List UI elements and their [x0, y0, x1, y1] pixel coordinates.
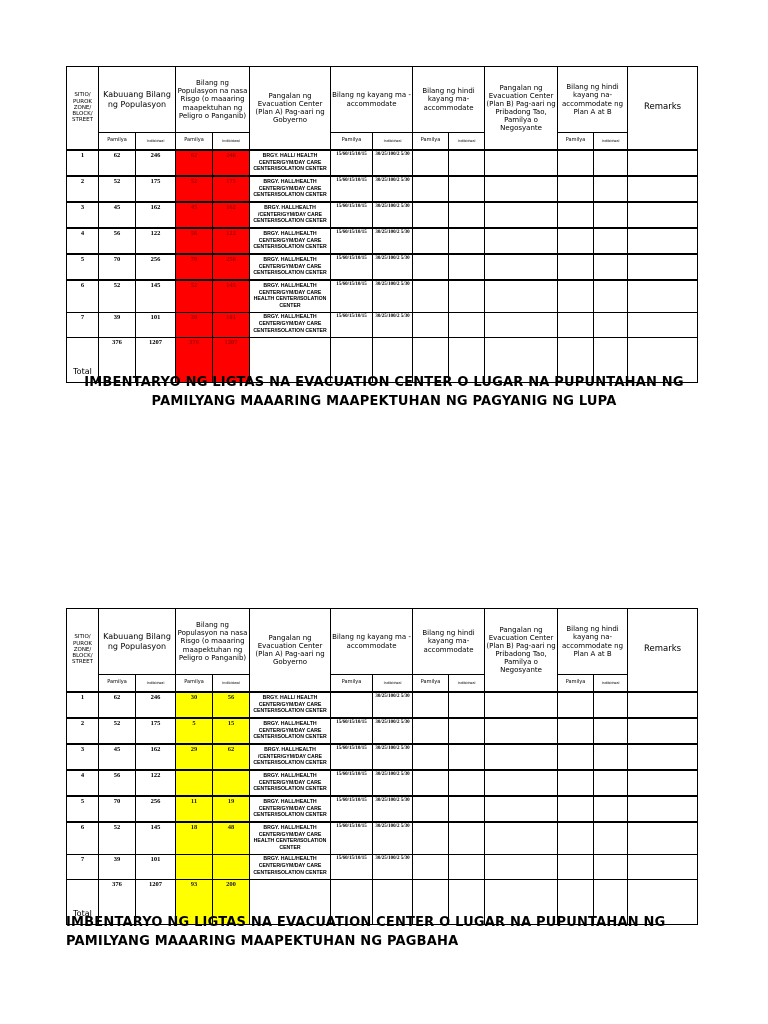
cell-empty [413, 202, 449, 228]
table-row [67, 796, 698, 822]
cell-empty [628, 796, 698, 822]
cell-empty [413, 718, 449, 744]
sub-pamilya: Pamilya [99, 133, 136, 151]
table-row [67, 744, 698, 770]
cell-cap-ind: 30/25/100/2 5/30 [373, 202, 413, 228]
cell-empty [485, 770, 558, 796]
cell-pop-fam: 52 [99, 822, 136, 854]
cell-empty [413, 744, 449, 770]
sub-indibidwal: Indibidwal [136, 133, 176, 151]
cell-empty [449, 718, 485, 744]
cell-sitio: 1 [67, 692, 99, 718]
cell-empty [628, 254, 698, 280]
cell-empty [628, 150, 698, 176]
cell-risk-ind: 256 [213, 254, 250, 280]
cell-cap-ind: 30/25/100/2 5/30 [373, 176, 413, 202]
cell-sitio: 3 [67, 202, 99, 228]
cell-pop-fam: 39 [99, 312, 136, 337]
table-row [67, 770, 698, 796]
cell-pop-ind: 256 [136, 254, 176, 280]
cell-empty [413, 770, 449, 796]
cell-center: BRGY. HALL/HEALTH CENTER/GYM/DAY CARE HEALTH CENTER/ISOLATION CENTER [250, 822, 331, 854]
cell-risk-ind: 101 [213, 312, 250, 337]
cell-pop-ind: 246 [136, 150, 176, 176]
cell-cap-fam: 15/60/15/10/15 [331, 280, 373, 312]
cell-sitio: 5 [67, 796, 99, 822]
cell-empty [558, 150, 594, 176]
cell-empty [413, 854, 449, 879]
table-row [67, 176, 698, 202]
cell-risk-fam: 30 [176, 692, 213, 718]
cell-empty [628, 692, 698, 718]
cell-center: BRGY. HALLHEALTH /CENTER/GYM/DAY CARE CENTER/ISOLATION CENTER [250, 744, 331, 770]
cell-empty [485, 312, 558, 337]
sub-pamilya: Pamilya [413, 675, 449, 693]
total-pop-fam: 376 [99, 879, 136, 924]
cell-empty [413, 796, 449, 822]
cell-cap-fam [331, 692, 373, 718]
cell-risk-fam: 52 [176, 176, 213, 202]
cell-risk-ind: 162 [213, 202, 250, 228]
cell-empty [558, 312, 594, 337]
cell-empty [594, 854, 628, 879]
cell-empty [558, 692, 594, 718]
cell-cap-fam: 15/60/15/10/15 [331, 176, 373, 202]
cell-empty [485, 202, 558, 228]
cell-center: BRGY. HALL/HEALTH CENTER/GYM/DAY CARE HEALTH CENTER/ISOLATION CENTER [250, 280, 331, 312]
header-can-accommodate: Bilang ng kayang ma -accommodate [331, 609, 413, 675]
cell-risk-ind [213, 854, 250, 879]
cell-empty [485, 228, 558, 254]
cell-risk-ind: 56 [213, 692, 250, 718]
cell-pop-fam: 56 [99, 228, 136, 254]
table-row [67, 254, 698, 280]
header-not-accommodated-ab: Bilang ng hindi kayang na-accommodate ng Plan A at B [558, 609, 628, 675]
header-plan-a: Pangalan ng Evacuation Center (Plan A) Pag-aari ng Gobyerno [250, 609, 331, 693]
cell-empty [594, 150, 628, 176]
cell-cap-fam: 15/60/15/10/15 [331, 744, 373, 770]
cell-empty [558, 718, 594, 744]
cell-empty [485, 280, 558, 312]
cell-center: BRGY. HALL/HEALTH CENTER/GYM/DAY CARE CENTER/ISOLATION CENTER [250, 254, 331, 280]
sub-pamilya: Pamilya [331, 133, 373, 151]
cell-empty [449, 202, 485, 228]
cell-center: BRGY. HALLHEALTH /CENTER/GYM/DAY CARE CENTER/ISOLATION CENTER [250, 202, 331, 228]
cell-center: BRGY. HALL/HEALTH CENTER/GYM/DAY CARE CENTER/ISOLATION CENTER [250, 770, 331, 796]
cell-pop-fam: 45 [99, 202, 136, 228]
cell-empty [413, 254, 449, 280]
cell-empty [628, 854, 698, 879]
cell-cap-ind: 30/25/100/2 5/30 [373, 254, 413, 280]
sub-pamilya: Pamilya [99, 675, 136, 693]
cell-cap-ind: 30/25/100/2 5/30 [373, 854, 413, 879]
cell-risk-fam: 29 [176, 744, 213, 770]
cell-empty [558, 228, 594, 254]
cell-sitio: 5 [67, 254, 99, 280]
cell-cap-fam: 15/60/15/10/15 [331, 796, 373, 822]
cell-empty [594, 228, 628, 254]
cell-empty [485, 254, 558, 280]
subheader-row [67, 675, 698, 693]
cell-pop-fam: 39 [99, 854, 136, 879]
cell-empty [449, 744, 485, 770]
cell-empty [558, 796, 594, 822]
cell-empty [413, 312, 449, 337]
cell-risk-ind: 19 [213, 796, 250, 822]
cell-empty [449, 854, 485, 879]
header-not-accommodated-ab: Bilang ng hindi kayang na-accommodate ng Plan A at B [558, 67, 628, 133]
cell-risk-ind: 145 [213, 280, 250, 312]
cell-risk-ind: 246 [213, 150, 250, 176]
caption-line-2: PAMILYANG MAAARING MAAPEKTUHAN NG PAGYANIG NG LUPA [151, 394, 617, 409]
flood-inventory-table [66, 608, 698, 925]
sub-indibidwal: Indibidwal [213, 133, 250, 151]
cell-pop-fam: 62 [99, 692, 136, 718]
table-row [67, 150, 698, 176]
cell-risk-fam [176, 770, 213, 796]
cell-cap-fam: 15/60/15/10/15 [331, 228, 373, 254]
cell-empty [485, 692, 558, 718]
cell-empty [485, 796, 558, 822]
cell-empty [558, 744, 594, 770]
cell-pop-ind: 175 [136, 176, 176, 202]
cell-sitio: 2 [67, 718, 99, 744]
earthquake-inventory-table [66, 66, 698, 383]
cell-empty [485, 744, 558, 770]
cell-empty [628, 312, 698, 337]
cell-cap-ind: 30/25/100/2 5/30 [373, 770, 413, 796]
cell-pop-fam: 52 [99, 718, 136, 744]
header-at-risk: Bilang ng Populasyon na nasa Risgo (o maaaring maapektuhan ng Peligro o Panganib) [176, 609, 250, 675]
cell-empty [594, 744, 628, 770]
table-row [67, 718, 698, 744]
cell-cap-fam: 15/60/15/10/15 [331, 718, 373, 744]
total-risk-fam: 376 [176, 337, 213, 382]
cell-empty [558, 854, 594, 879]
total-risk-fam: 93 [176, 879, 213, 924]
header-sitio: SITIO/ PUROK ZONE/ BLOCK/ STREET [67, 609, 99, 693]
cell-empty [485, 150, 558, 176]
cell-risk-fam: 11 [176, 796, 213, 822]
cell-pop-fam: 70 [99, 254, 136, 280]
cell-pop-ind: 175 [136, 718, 176, 744]
cell-center: BRGY. HALL/HEALTH CENTER/GYM/DAY CARE CENTER/ISOLATION CENTER [250, 312, 331, 337]
sub-pamilya: Pamilya [176, 133, 213, 151]
cell-cap-ind: 30/25/100/2 5/30 [373, 150, 413, 176]
cell-risk-fam: 39 [176, 312, 213, 337]
cell-empty [558, 202, 594, 228]
cell-risk-fam: 18 [176, 822, 213, 854]
cell-cap-fam: 15/60/15/10/15 [331, 770, 373, 796]
cell-risk-ind: 62 [213, 744, 250, 770]
total-pop-ind: 1207 [136, 337, 176, 382]
header-remarks: Remarks [628, 609, 698, 693]
sub-indibidwal: Indibidwal [373, 675, 413, 693]
sub-indibidwal: Indibidwal [449, 675, 485, 693]
cell-empty [594, 796, 628, 822]
cell-risk-fam: 45 [176, 202, 213, 228]
cell-empty [449, 280, 485, 312]
cell-sitio: 7 [67, 312, 99, 337]
cell-empty [628, 744, 698, 770]
cell-empty [449, 176, 485, 202]
sub-indibidwal: Indibidwal [136, 675, 176, 693]
cell-cap-fam: 15/60/15/10/15 [331, 254, 373, 280]
cell-empty [628, 202, 698, 228]
cell-empty [594, 254, 628, 280]
cell-empty [558, 176, 594, 202]
cell-empty [594, 770, 628, 796]
header-plan-a: Pangalan ng Evacuation Center (Plan A) Pag-aari ng Gobyerno [250, 67, 331, 151]
cell-empty [628, 176, 698, 202]
cell-empty [413, 176, 449, 202]
cell-cap-ind: 30/25/100/2 5/30 [373, 822, 413, 854]
cell-empty [449, 770, 485, 796]
table-row [67, 854, 698, 879]
table-row [67, 228, 698, 254]
cell-pop-ind: 145 [136, 822, 176, 854]
cell-center: BRGY. HALL/HEALTH CENTER/GYM/DAY CARE CENTER/ISOLATION CENTER [250, 228, 331, 254]
earthquake-caption [0, 373, 768, 411]
cell-empty [628, 718, 698, 744]
header-population: Kabuuang Bilang ng Populasyon [99, 67, 176, 133]
table-row [67, 202, 698, 228]
cell-pop-ind: 145 [136, 280, 176, 312]
cell-empty [413, 822, 449, 854]
cell-cap-ind: 30/25/100/2 5/30 [373, 796, 413, 822]
cell-pop-ind: 122 [136, 770, 176, 796]
cell-empty [594, 312, 628, 337]
cell-risk-ind: 175 [213, 176, 250, 202]
total-pop-ind: 1207 [136, 879, 176, 924]
cell-risk-ind: 15 [213, 718, 250, 744]
cell-empty [628, 770, 698, 796]
cell-cap-fam: 15/60/15/10/15 [331, 202, 373, 228]
total-label: Total [67, 879, 99, 924]
cell-empty [594, 202, 628, 228]
cell-empty [413, 692, 449, 718]
cell-sitio: 1 [67, 150, 99, 176]
cell-cap-ind: 30/25/100/2 5/30 [373, 312, 413, 337]
sub-indibidwal: Indibidwal [213, 675, 250, 693]
cell-pop-fam: 52 [99, 280, 136, 312]
sub-pamilya: Pamilya [413, 133, 449, 151]
cell-empty [558, 280, 594, 312]
sub-indibidwal: Indibidwal [594, 133, 628, 151]
total-pop-fam: 376 [99, 337, 136, 382]
cell-risk-ind: 122 [213, 228, 250, 254]
cell-empty [628, 280, 698, 312]
cell-empty [449, 692, 485, 718]
cell-cap-ind: 30/25/100/2 5/30 [373, 692, 413, 718]
caption-line-1: IMBENTARYO NG LIGTAS NA EVACUATION CENTER O LUGAR NA PUPUNTAHAN NG [84, 375, 684, 390]
cell-empty [594, 176, 628, 202]
flood-inventory-table-wrap [66, 608, 697, 925]
table-row [67, 692, 698, 718]
total-risk-ind: 200 [213, 879, 250, 924]
cell-center: BRGY. HALL/HEALTH CENTER/GYM/DAY CARE CENTER/ISOLATION CENTER [250, 854, 331, 879]
table-row [67, 280, 698, 312]
cell-empty [485, 822, 558, 854]
cell-sitio: 6 [67, 280, 99, 312]
cell-pop-ind: 101 [136, 312, 176, 337]
cell-pop-fam: 62 [99, 150, 136, 176]
caption-line-1: IMBENTARYO NG LIGTAS NA EVACUATION CENTER O LUGAR NA PUPUNTAHAN NG [66, 915, 666, 930]
sub-pamilya: Pamilya [558, 133, 594, 151]
cell-empty [485, 718, 558, 744]
cell-cap-fam: 15/60/15/10/15 [331, 312, 373, 337]
cell-risk-fam: 56 [176, 228, 213, 254]
cell-empty [449, 254, 485, 280]
header-row [67, 609, 698, 675]
earthquake-inventory-table-wrap [66, 66, 697, 383]
table-row [67, 312, 698, 337]
cell-empty [594, 692, 628, 718]
cell-empty [628, 822, 698, 854]
cell-risk-ind [213, 770, 250, 796]
cell-pop-fam: 45 [99, 744, 136, 770]
header-cannot-accommodate: Bilang ng hindi kayang ma-accommodate [413, 67, 485, 133]
cell-cap-ind: 30/25/100/2 5/30 [373, 744, 413, 770]
cell-empty [485, 176, 558, 202]
cell-pop-ind: 162 [136, 202, 176, 228]
cell-empty [449, 312, 485, 337]
cell-empty [449, 822, 485, 854]
cell-empty [594, 280, 628, 312]
cell-empty [558, 770, 594, 796]
cell-cap-ind: 30/25/100/2 5/30 [373, 280, 413, 312]
cell-empty [594, 822, 628, 854]
cell-empty [449, 150, 485, 176]
cell-pop-ind: 101 [136, 854, 176, 879]
cell-cap-fam: 15/60/15/10/15 [331, 854, 373, 879]
cell-empty [449, 796, 485, 822]
cell-empty [449, 228, 485, 254]
total-risk-ind: 1207 [213, 337, 250, 382]
header-at-risk: Bilang ng Populasyon na nasa Risgo (o maaaring maapektuhan ng Peligro o Panganib) [176, 67, 250, 133]
header-plan-b: Pangalan ng Evacuation Center (Plan B) Pag-aari ng Pribadong Tao, Pamilya o Negosyante [485, 67, 558, 151]
header-row [67, 67, 698, 133]
cell-risk-fam: 62 [176, 150, 213, 176]
cell-pop-fam: 52 [99, 176, 136, 202]
cell-empty [485, 854, 558, 879]
cell-sitio: 7 [67, 854, 99, 879]
cell-empty [594, 718, 628, 744]
cell-pop-fam: 70 [99, 796, 136, 822]
caption-line-2: PAMILYANG MAAARING MAAPEKTUHAN NG PAGBAHA [66, 934, 459, 949]
cell-pop-fam: 56 [99, 770, 136, 796]
cell-risk-fam: 5 [176, 718, 213, 744]
cell-sitio: 6 [67, 822, 99, 854]
cell-pop-ind: 162 [136, 744, 176, 770]
cell-pop-ind: 122 [136, 228, 176, 254]
header-sitio: SITIO/ PUROK ZONE/ BLOCK/ STREET [67, 67, 99, 151]
cell-empty [558, 822, 594, 854]
cell-risk-fam [176, 854, 213, 879]
cell-center: BRGY. HALL/ HEALTH CENTER/GYM/DAY CARE CENTER/ISOLATION CENTER [250, 692, 331, 718]
cell-pop-ind: 246 [136, 692, 176, 718]
cell-center: BRGY. HALL/HEALTH CENTER/GYM/DAY CARE CENTER/ISOLATION CENTER [250, 718, 331, 744]
cell-empty [413, 150, 449, 176]
total-label: Total [67, 337, 99, 382]
header-remarks: Remarks [628, 67, 698, 151]
cell-risk-fam: 52 [176, 280, 213, 312]
cell-center: BRGY. HALL/HEALTH CENTER/GYM/DAY CARE CENTER/ISOLATION CENTER [250, 176, 331, 202]
header-cannot-accommodate: Bilang ng hindi kayang ma-accommodate [413, 609, 485, 675]
cell-sitio: 4 [67, 228, 99, 254]
cell-sitio: 4 [67, 770, 99, 796]
table-row [67, 822, 698, 854]
sub-pamilya: Pamilya [331, 675, 373, 693]
header-population: Kabuuang Bilang ng Populasyon [99, 609, 176, 675]
subheader-row [67, 133, 698, 151]
sub-indibidwal: Indibidwal [449, 133, 485, 151]
header-plan-b: Pangalan ng Evacuation Center (Plan B) Pag-aari ng Pribadong Tao, Pamilya o Negosyante [485, 609, 558, 693]
sub-pamilya: Pamilya [176, 675, 213, 693]
sub-pamilya: Pamilya [558, 675, 594, 693]
flood-caption [66, 913, 665, 951]
sub-indibidwal: Indibidwal [594, 675, 628, 693]
cell-pop-ind: 256 [136, 796, 176, 822]
cell-empty [413, 280, 449, 312]
cell-empty [628, 228, 698, 254]
cell-cap-fam: 15/60/15/10/15 [331, 822, 373, 854]
cell-sitio: 2 [67, 176, 99, 202]
cell-center: BRGY. HALL/HEALTH CENTER/GYM/DAY CARE CENTER/ISOLATION CENTER [250, 796, 331, 822]
sub-indibidwal: Indibidwal [373, 133, 413, 151]
cell-cap-ind: 30/25/100/2 5/30 [373, 228, 413, 254]
cell-risk-ind: 48 [213, 822, 250, 854]
cell-risk-fam: 70 [176, 254, 213, 280]
cell-cap-ind: 30/25/100/2 5/30 [373, 718, 413, 744]
header-can-accommodate: Bilang ng kayang ma -accommodate [331, 67, 413, 133]
cell-empty [413, 228, 449, 254]
cell-sitio: 3 [67, 744, 99, 770]
cell-center: BRGY. HALL/ HEALTH CENTER/GYM/DAY CARE CENTER/ISOLATION CENTER [250, 150, 331, 176]
cell-cap-fam: 15/60/15/10/15 [331, 150, 373, 176]
cell-empty [558, 254, 594, 280]
